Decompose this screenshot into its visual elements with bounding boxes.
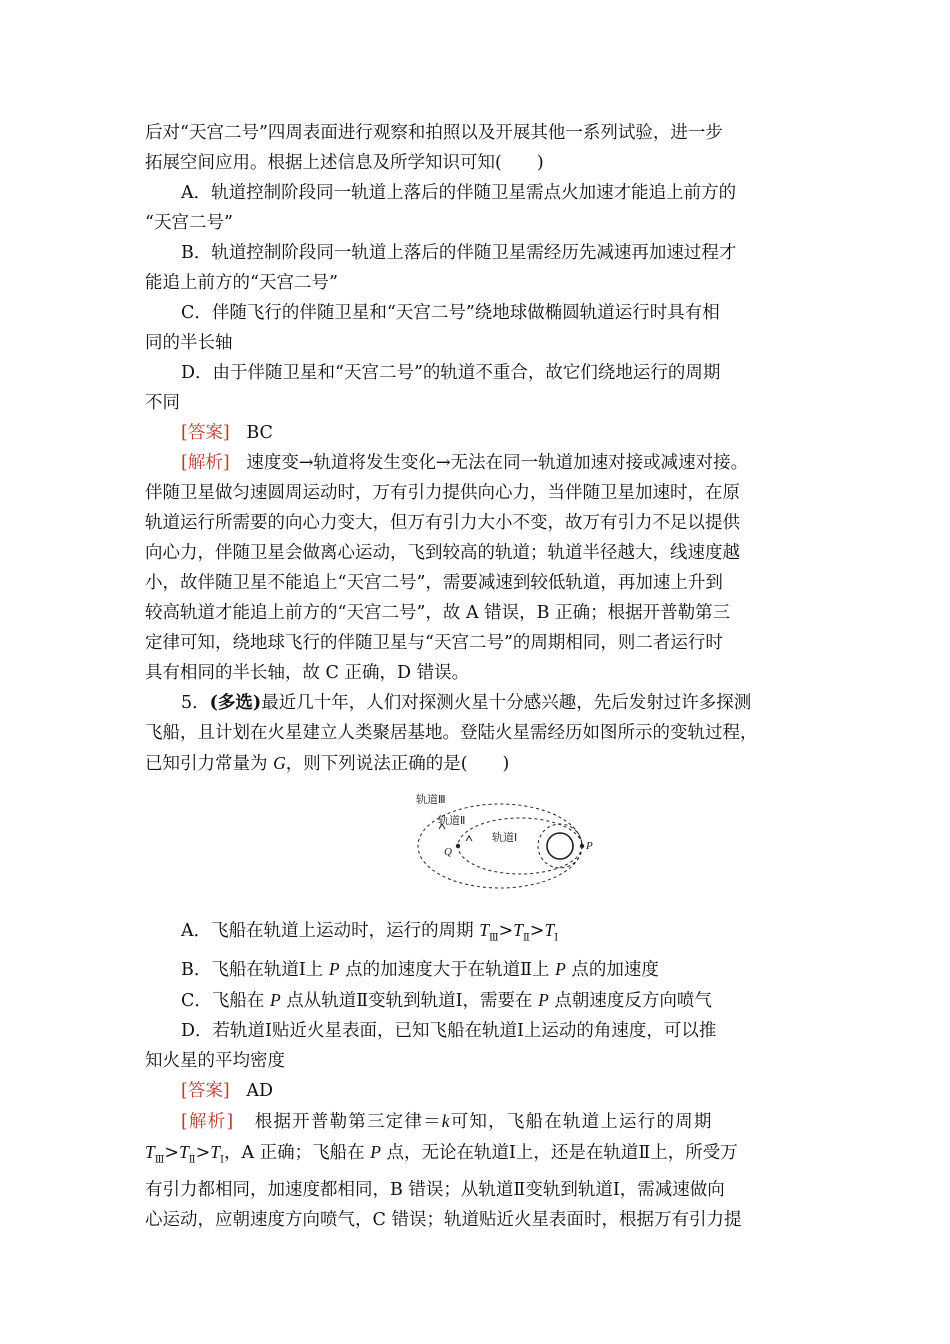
answer-tag: [答案] [181, 423, 230, 443]
answer-tag: [答案] [181, 1080, 230, 1101]
gt-sign: > [164, 1142, 180, 1163]
q4-analysis-body [145, 478, 807, 688]
analysis-line: 较高轨道才能追上前方的“天宫二号”，故 A 错误，B 正确；根据开普勒第三 [145, 603, 731, 623]
q5-stem-cont [145, 718, 807, 779]
analysis-line: 小，故伴随卫星不能追上“天宫二号”，需要减速到较低轨道，再加速上升到 [145, 573, 723, 593]
q5-option-d-line2: 知火星的平均密度 [145, 1050, 285, 1071]
q4-option-b-cont [145, 268, 807, 298]
label-orbit-2: 轨道Ⅱ [438, 814, 466, 827]
point-p: P [538, 989, 549, 1010]
subscript-2: Ⅱ [523, 932, 530, 944]
q4-option-a-line1: A．轨道控制阶段同一轨道上落后的伴随卫星需点火加速才能追上前方的 [181, 183, 737, 203]
q4-option-d [145, 358, 807, 388]
analysis-line: 轨道运行所需要的向心力变大，但万有引力大小不变，故万有引力不足以提供 [145, 513, 740, 533]
period-symbol: T [210, 1141, 220, 1162]
analysis-tag: [解析] [181, 1111, 235, 1132]
q5-option-c-text2: 点从轨道Ⅱ变轨到轨道Ⅰ，需要在 [280, 990, 539, 1011]
q5-option-a [145, 915, 807, 954]
period-symbol: T [544, 920, 555, 940]
q5-option-c-text: C．飞船在 [181, 990, 270, 1011]
q5-option-d-line1: D．若轨道Ⅰ贴近火星表面，已知飞船在轨道Ⅰ上运动的角速度，可以推 [181, 1020, 717, 1041]
answer-value: AD [246, 1080, 274, 1101]
q4-answer [145, 418, 807, 448]
q4-stem-line1: 后对“天宫二号”四周表面进行观察和拍照以及开展其他一系列试验，进一步 [145, 123, 723, 143]
orbit-figure [145, 779, 807, 915]
q4-option-d-line1: D．由于伴随卫星和“天宫二号”的轨道不重合，故它们绕地运行的周期 [181, 363, 721, 383]
multi-select-tag: (多选) [209, 693, 262, 713]
document-page [145, 118, 807, 1235]
analysis-line: 向心力，伴随卫星会做离心运动，飞到较高的轨道；轨道半径越大，线速度越 [145, 543, 740, 563]
period-symbol: T [145, 1141, 155, 1162]
point-p: P [555, 958, 566, 979]
point-q-marker [456, 844, 460, 848]
point-p: P [370, 1141, 381, 1162]
analysis-line: 心运动，应朝速度方向喷气，C 错误；轨道贴近火星表面时，根据万有引力提 [145, 1210, 742, 1230]
subscript-3: Ⅲ [154, 1154, 165, 1165]
point-p-marker [580, 844, 584, 848]
subscript-1: Ⅰ [220, 1154, 224, 1165]
q5-stem-line3: 已知引力常量为 [145, 754, 274, 774]
period-symbol: T [513, 920, 523, 940]
q5-analysis [145, 1106, 807, 1137]
q5-answer [145, 1076, 807, 1106]
q4-option-d-line2: 不同 [145, 393, 180, 413]
analysis-line: 速度变→轨道将发生变化→无法在同一轨道加速对接或减速对接。 [246, 453, 749, 473]
q4-option-c-line1: C．伴随飞行的伴随卫星和“天宫二号”绕地球做椭圆轨道运行时具有相 [181, 303, 720, 323]
q4-analysis [145, 448, 807, 478]
orbit-2-arrow [466, 836, 472, 841]
constant-k: k [441, 1110, 451, 1131]
analysis-line: 定律可知，绕地球飞行的伴随卫星与“天宫二号”的周期相同，则二者运行时 [145, 633, 723, 653]
label-p: P [586, 840, 593, 852]
q4-stem [145, 118, 807, 178]
analysis-tag: [解析] [181, 453, 230, 473]
q5-option-d [145, 1016, 807, 1046]
gt-sign: > [529, 921, 545, 941]
orbit-diagram [408, 791, 598, 901]
q4-option-b-line1: B．轨道控制阶段同一轨道上落后的伴随卫星需经历先减速再加速过程才 [181, 243, 737, 263]
q4-option-a-line2: “天宫二号” [145, 213, 233, 233]
analysis-line: 具有相同的半长轴，故 C 正确，D 错误。 [145, 663, 470, 683]
q5-option-b [145, 954, 807, 985]
q5-stem-line3-end: ，则下列说法正确的是( ) [285, 754, 510, 774]
q4-option-c [145, 298, 807, 328]
q5-option-c-text3: 点朝速度反方向喷气 [548, 990, 712, 1011]
q4-stem-line2: 拓展空间应用。根据上述信息及所学知识可知( ) [145, 153, 544, 173]
q5-option-b-text2: 点的加速度大于在轨道Ⅱ上 [339, 959, 556, 980]
q4-option-b [145, 238, 807, 268]
analysis-line: 伴随卫星做匀速圆周运动时，万有引力提供向心力，当伴随卫星加速时，在原 [145, 483, 740, 503]
period-symbol: T [179, 1141, 189, 1162]
q4-option-b-line2: 能追上前方的“天宫二号” [145, 273, 338, 293]
gravitational-constant: G [273, 753, 286, 773]
subscript-3: Ⅲ [488, 932, 499, 944]
q4-option-c-cont [145, 328, 807, 358]
q4-option-d-cont [145, 388, 807, 418]
analysis-text: 点，无论在轨道Ⅰ上，还是在轨道Ⅱ上，所受万 [380, 1142, 738, 1163]
gt-sign: > [498, 921, 514, 941]
analysis-line: 有引力都相同，加速度都相同，B 错误；从轨道Ⅱ变轨到轨道Ⅰ，需减速做向 [145, 1180, 725, 1200]
q5-option-b-text: B．飞船在轨道Ⅰ上 [181, 959, 329, 980]
answer-value: BC [246, 423, 273, 443]
point-p: P [328, 958, 340, 979]
q4-option-c-line2: 同的半长轴 [145, 333, 233, 353]
q5-option-d-cont [145, 1046, 807, 1076]
q5-analysis-body [145, 1137, 807, 1236]
subscript-1: Ⅰ [554, 932, 559, 944]
question-number: 5． [181, 693, 210, 713]
label-q: Q [444, 846, 452, 858]
point-p: P [269, 989, 281, 1010]
q5-stem-line1: 最近几十年，人们对探测火星十分感兴趣，先后发射过许多探测 [261, 693, 752, 713]
label-orbit-1: 轨道Ⅰ [492, 831, 518, 844]
q5-stem-line2: 飞船，且计划在火星建立人类聚居基地。登陆火星需经历如图所示的变轨过程， [145, 723, 758, 743]
q4-option-a [145, 178, 807, 208]
q4-option-a-cont [145, 208, 807, 238]
equals-sign: ＝ [423, 1111, 442, 1132]
analysis-text: ，A 正确；飞船在 [223, 1142, 371, 1163]
gt-sign: > [195, 1142, 211, 1163]
q5-option-c [145, 985, 807, 1016]
analysis-text: 根据开普勒第三定律 [254, 1111, 424, 1132]
q5-option-a-text: A．飞船在轨道上运动时，运行的周期 [181, 921, 480, 941]
q5-option-b-text3: 点的加速度 [565, 959, 659, 980]
mars-planet [547, 833, 573, 859]
q5-stem [145, 688, 807, 718]
label-orbit-3: 轨道Ⅲ [416, 793, 446, 806]
subscript-2: Ⅱ [188, 1154, 196, 1165]
analysis-text: 可知，飞船在轨道上运行的周期 [450, 1111, 713, 1132]
period-symbol: T [479, 920, 489, 940]
